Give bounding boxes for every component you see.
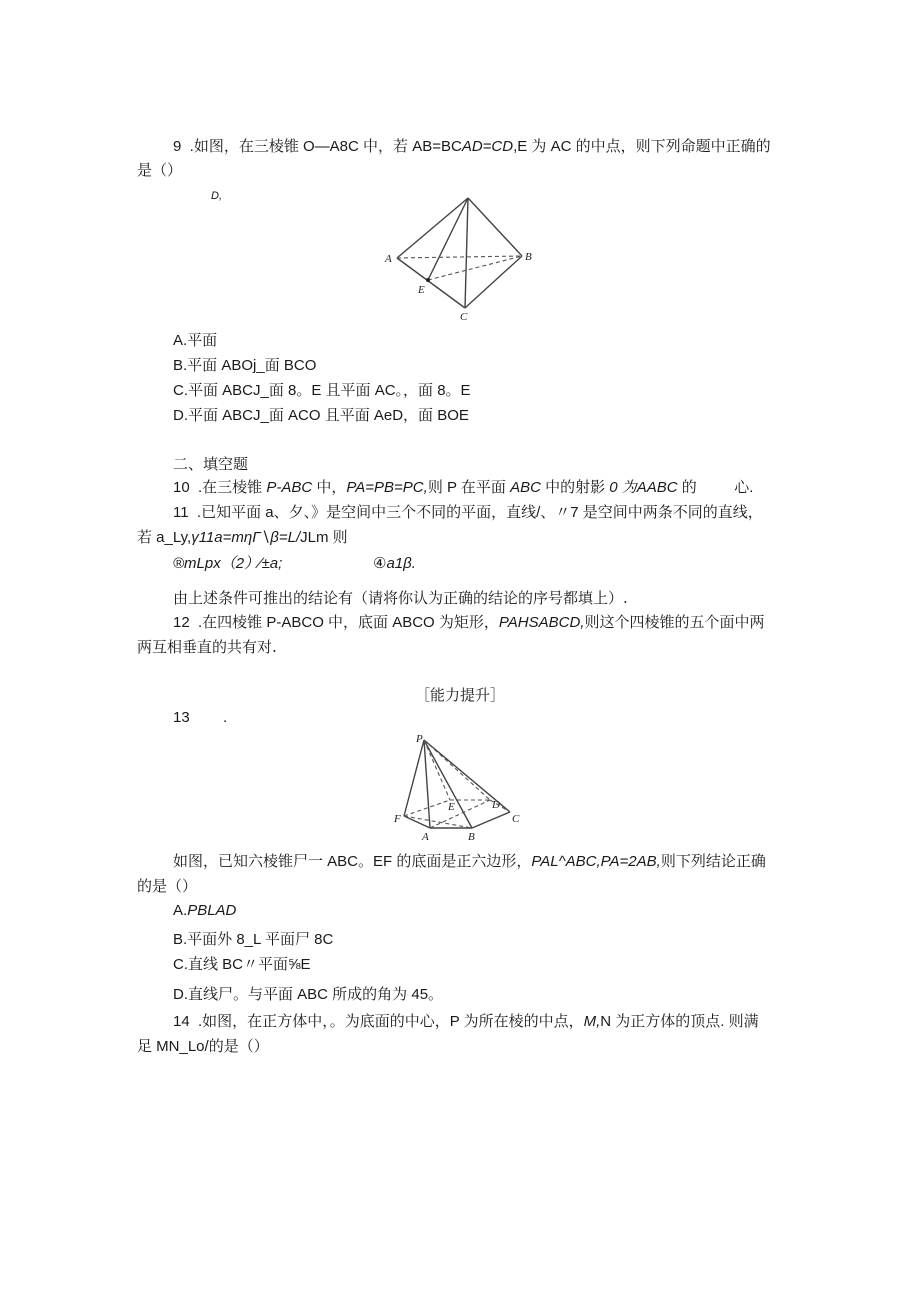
q13-line2: 的是（） — [137, 877, 198, 895]
q13-option-d: D.直线尸。与平面 ABC 所成的角为 45。 — [173, 986, 444, 1003]
q9-label-e: E — [418, 284, 425, 296]
q11-line3: ®mLpx（2）∕±a; — [173, 555, 283, 572]
q13-label-b: B — [468, 831, 475, 843]
q9-option-c: C.平面 ABCJ_面 8。E 且平面 AC。，面 8。E — [173, 382, 471, 399]
q13-label-d: D — [492, 799, 500, 811]
q9-line2: 是（） — [137, 161, 183, 179]
q13-label-e: E — [448, 801, 455, 813]
q12-line1: 12 .在四棱锥 P-ABCO 中，底面 ABCO 为矩形，PAHSABCD,则这个四棱锥的五个面中两 — [173, 614, 765, 631]
q11-line3-item4: ④a1β. — [373, 555, 416, 572]
q13-option-b: B.平面外 8_L 平面尸 8C — [173, 931, 334, 948]
q13-hexagonal-pyramid-figure — [388, 732, 528, 844]
q14-line1: 14 .如图，在正方体中，。为底面的中心，P 为所在棱的中点，M,N 为正方体的顶点. 则满 — [173, 1013, 759, 1030]
q9-label-a: A — [385, 253, 392, 265]
q13-number: 13 . — [173, 709, 228, 726]
section-fill-in-title: 二、填空题 — [173, 455, 249, 473]
q9-line1: 9 .如图，在三棱锥 O—A8C 中，若 AB=BCAD=CD,E 为 AC 的中点，则下列命题中正确的 — [173, 138, 771, 155]
q12-line2: 两互相垂直的共有对. — [137, 638, 277, 656]
q13-option-a: A.PBLAD — [173, 902, 237, 919]
q9-option-a: A.平面 — [173, 332, 218, 349]
q9-label-b: B — [525, 251, 532, 263]
q9-label-c: C — [460, 311, 468, 323]
q13-label-p: P — [416, 733, 423, 745]
q13-label-c: C — [512, 813, 520, 825]
q11-line1: 11 .已知平面 a、夕、》是空间中三个不同的平面，直线/、〃7 是空间中两条不同的直线， — [173, 504, 763, 521]
q11-line2: 若 a_Ly,γ11a=mηΓ∖β=L/JLm 则 — [137, 529, 348, 546]
q10-line: 10 .在三棱锥 P-ABC 中，PA=PB=PC,则 P 在平面 ABC 中的射影 0 为AABC 的 心. — [173, 479, 754, 496]
q13-label-a: A — [422, 831, 429, 843]
q9-option-b: B.平面 ABOj_面 BCO — [173, 357, 317, 374]
q9-tetrahedron-figure — [380, 196, 540, 326]
section-ability-title: ［能力提升］ — [414, 686, 505, 704]
q11-line4: 由上述条件可推出的结论有（请将你认为正确的结论的序号都填上）. — [173, 589, 628, 607]
q9-figure-label-d: D, — [211, 190, 222, 202]
q13-option-c: C.直线 BC〃平面⅝E — [173, 956, 311, 973]
q9-option-d: D.平面 ABCJ_面 ACO 且平面 AeD，面 BOE — [173, 407, 469, 424]
q14-line2: 足 MN_Lo/的是（） — [137, 1038, 269, 1055]
q13-label-f: F — [394, 813, 401, 825]
q13-line1: 如图，已知六棱锥尸一 ABC。EF 的底面是正六边形，PAL^ABC,PA=2AB,则下列结论正确 — [173, 853, 766, 870]
